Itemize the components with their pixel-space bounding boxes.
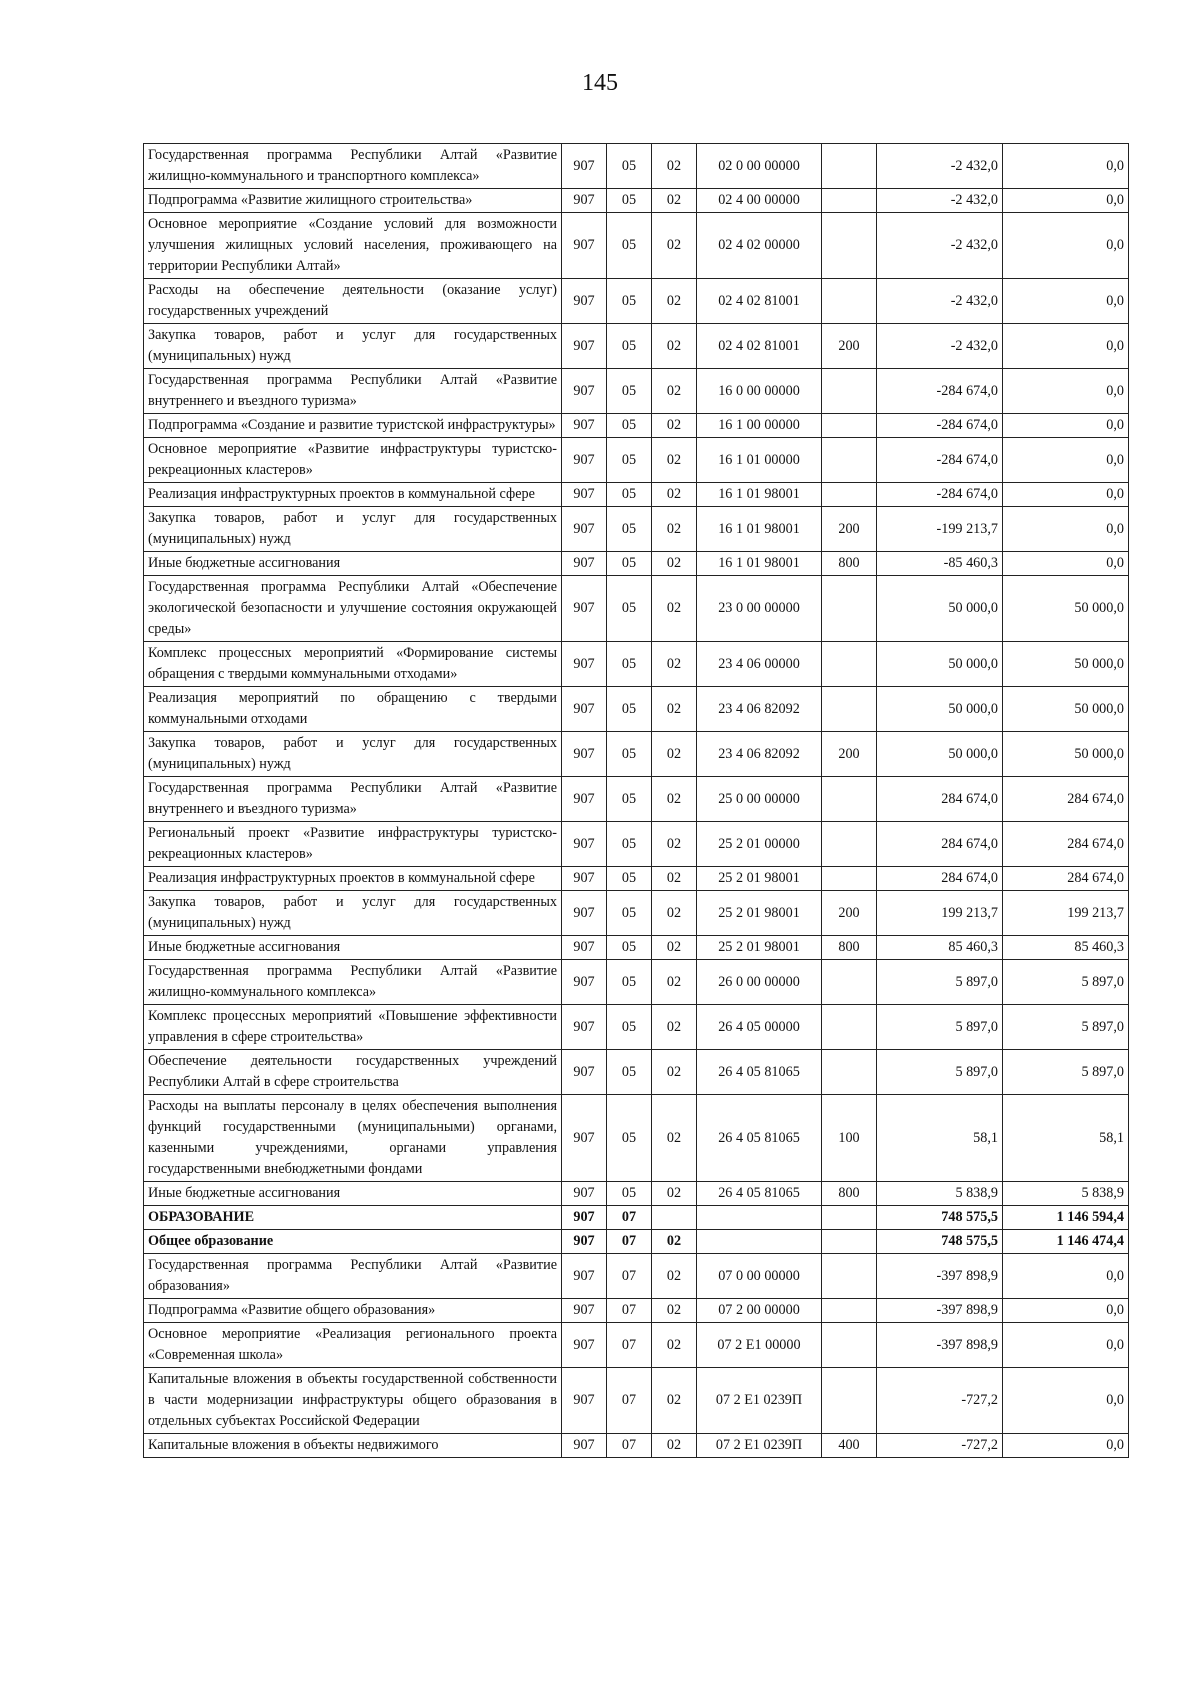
row-description: Капитальные вложения в объекты государственной собственности в части модернизации инфраструктуры общего образования в отдельных субъектах Российской Федерации: [144, 1368, 562, 1434]
row-subsection-code: 02: [652, 324, 697, 369]
row-department-code: 907: [562, 144, 607, 189]
row-expense-type: [822, 213, 877, 279]
row-expense-type: 800: [822, 936, 877, 960]
row-expense-type: 100: [822, 1095, 877, 1182]
row-amount-1: -85 460,3: [877, 552, 1003, 576]
row-amount-2: 1 146 474,4: [1003, 1230, 1129, 1254]
row-description: Основное мероприятие «Реализация регионального проекта «Современная школа»: [144, 1323, 562, 1368]
row-target-article: 23 4 06 00000: [697, 642, 822, 687]
row-amount-1: 284 674,0: [877, 867, 1003, 891]
row-amount-1: -2 432,0: [877, 144, 1003, 189]
row-target-article: 25 2 01 98001: [697, 891, 822, 936]
row-amount-1: -199 213,7: [877, 507, 1003, 552]
row-amount-1: 5 897,0: [877, 960, 1003, 1005]
table-row: [144, 576, 1129, 642]
row-section-code: 05: [607, 414, 652, 438]
row-expense-type: 200: [822, 507, 877, 552]
row-department-code: 907: [562, 867, 607, 891]
row-target-article: 23 4 06 82092: [697, 732, 822, 777]
row-expense-type: 400: [822, 1434, 877, 1458]
row-department-code: 907: [562, 777, 607, 822]
row-department-code: 907: [562, 438, 607, 483]
row-amount-2: 0,0: [1003, 483, 1129, 507]
row-department-code: 907: [562, 1005, 607, 1050]
row-section-code: 05: [607, 1005, 652, 1050]
row-department-code: 907: [562, 507, 607, 552]
row-amount-2: 0,0: [1003, 324, 1129, 369]
row-expense-type: [822, 1368, 877, 1434]
row-expense-type: 800: [822, 552, 877, 576]
row-department-code: 907: [562, 552, 607, 576]
row-department-code: 907: [562, 1254, 607, 1299]
row-description: Подпрограмма «Создание и развитие туристской инфраструктуры»: [144, 414, 562, 438]
row-amount-1: -2 432,0: [877, 324, 1003, 369]
row-department-code: 907: [562, 891, 607, 936]
row-department-code: 907: [562, 576, 607, 642]
row-target-article: 02 4 00 00000: [697, 189, 822, 213]
row-amount-1: -727,2: [877, 1434, 1003, 1458]
row-section-code: 05: [607, 777, 652, 822]
row-expense-type: [822, 1299, 877, 1323]
row-description: Иные бюджетные ассигнования: [144, 936, 562, 960]
row-subsection-code: 02: [652, 732, 697, 777]
row-expense-type: [822, 960, 877, 1005]
row-target-article: [697, 1206, 822, 1230]
row-subsection-code: 02: [652, 279, 697, 324]
row-description: Общее образование: [144, 1230, 562, 1254]
row-subsection-code: 02: [652, 1323, 697, 1368]
row-description: Региональный проект «Развитие инфраструктуры туристско-рекреационных кластеров»: [144, 822, 562, 867]
row-amount-1: 50 000,0: [877, 642, 1003, 687]
row-target-article: 07 0 00 00000: [697, 1254, 822, 1299]
row-section-code: 05: [607, 438, 652, 483]
row-subsection-code: 02: [652, 867, 697, 891]
table-row: [144, 891, 1129, 936]
row-subsection-code: 02: [652, 960, 697, 1005]
row-subsection-code: [652, 1206, 697, 1230]
row-subsection-code: 02: [652, 438, 697, 483]
row-description: Закупка товаров, работ и услуг для государственных (муниципальных) нужд: [144, 891, 562, 936]
row-description: Основное мероприятие «Создание условий для возможности улучшения жилищных условий населения, проживающего на территории Республики Алтай»: [144, 213, 562, 279]
row-amount-1: 50 000,0: [877, 687, 1003, 732]
row-subsection-code: 02: [652, 1182, 697, 1206]
row-department-code: 907: [562, 213, 607, 279]
row-target-article: 16 1 00 00000: [697, 414, 822, 438]
row-expense-type: [822, 189, 877, 213]
row-section-code: 05: [607, 732, 652, 777]
row-department-code: 907: [562, 687, 607, 732]
row-expense-type: 200: [822, 891, 877, 936]
table-row: [144, 732, 1129, 777]
row-section-code: 05: [607, 279, 652, 324]
row-amount-2: 85 460,3: [1003, 936, 1129, 960]
table-body: [144, 144, 1129, 1458]
row-department-code: 907: [562, 1206, 607, 1230]
row-target-article: 16 1 01 98001: [697, 483, 822, 507]
row-section-code: 07: [607, 1299, 652, 1323]
row-department-code: 907: [562, 1434, 607, 1458]
row-description: Подпрограмма «Развитие жилищного строительства»: [144, 189, 562, 213]
row-subsection-code: 02: [652, 642, 697, 687]
row-subsection-code: 02: [652, 1230, 697, 1254]
row-amount-1: -284 674,0: [877, 483, 1003, 507]
table-row: [144, 1050, 1129, 1095]
row-section-code: 07: [607, 1368, 652, 1434]
row-department-code: 907: [562, 1095, 607, 1182]
table-row: [144, 822, 1129, 867]
row-description: Реализация инфраструктурных проектов в коммунальной сфере: [144, 867, 562, 891]
row-description: Государственная программа Республики Алтай «Развитие внутреннего и въездного туризма»: [144, 777, 562, 822]
row-target-article: 02 4 02 00000: [697, 213, 822, 279]
row-amount-1: 85 460,3: [877, 936, 1003, 960]
row-expense-type: 200: [822, 324, 877, 369]
row-amount-2: 50 000,0: [1003, 732, 1129, 777]
row-section-code: 05: [607, 369, 652, 414]
row-section-code: 07: [607, 1206, 652, 1230]
row-section-code: 05: [607, 1050, 652, 1095]
row-amount-1: -2 432,0: [877, 213, 1003, 279]
row-department-code: 907: [562, 1299, 607, 1323]
row-description: Закупка товаров, работ и услуг для государственных (муниципальных) нужд: [144, 324, 562, 369]
row-description: Подпрограмма «Развитие общего образования»: [144, 1299, 562, 1323]
row-section-code: 07: [607, 1323, 652, 1368]
row-department-code: 907: [562, 1050, 607, 1095]
row-amount-2: 284 674,0: [1003, 867, 1129, 891]
row-section-code: 05: [607, 936, 652, 960]
row-department-code: 907: [562, 822, 607, 867]
row-subsection-code: 02: [652, 507, 697, 552]
row-amount-2: 199 213,7: [1003, 891, 1129, 936]
row-subsection-code: 02: [652, 1254, 697, 1299]
row-target-article: 16 1 01 00000: [697, 438, 822, 483]
row-department-code: 907: [562, 1368, 607, 1434]
row-amount-1: 50 000,0: [877, 732, 1003, 777]
row-amount-2: 5 897,0: [1003, 1005, 1129, 1050]
row-target-article: 26 0 00 00000: [697, 960, 822, 1005]
table-row: [144, 1005, 1129, 1050]
row-expense-type: [822, 414, 877, 438]
row-target-article: 25 0 00 00000: [697, 777, 822, 822]
row-amount-1: -397 898,9: [877, 1323, 1003, 1368]
row-amount-2: 284 674,0: [1003, 822, 1129, 867]
row-description: Комплекс процессных мероприятий «Формирование системы обращения с твердыми коммунальными отходами»: [144, 642, 562, 687]
row-target-article: 26 4 05 00000: [697, 1005, 822, 1050]
row-expense-type: [822, 1005, 877, 1050]
row-description: ОБРАЗОВАНИЕ: [144, 1206, 562, 1230]
row-department-code: 907: [562, 642, 607, 687]
row-amount-2: 50 000,0: [1003, 687, 1129, 732]
row-expense-type: [822, 1206, 877, 1230]
table-row: [144, 1182, 1129, 1206]
row-subsection-code: 02: [652, 414, 697, 438]
row-department-code: 907: [562, 1182, 607, 1206]
row-target-article: 16 0 00 00000: [697, 369, 822, 414]
row-subsection-code: 02: [652, 1095, 697, 1182]
row-target-article: 25 2 01 98001: [697, 936, 822, 960]
row-target-article: 26 4 05 81065: [697, 1095, 822, 1182]
row-description: Расходы на выплаты персоналу в целях обеспечения выполнения функций государственными (муниципальными) органами, казенными учреждениями, органами управления государственными внебюджетными фондами: [144, 1095, 562, 1182]
table-row: [144, 483, 1129, 507]
row-subsection-code: 02: [652, 777, 697, 822]
budget-table: [143, 143, 1129, 1458]
row-expense-type: [822, 777, 877, 822]
row-department-code: 907: [562, 732, 607, 777]
row-section-code: 05: [607, 552, 652, 576]
row-subsection-code: 02: [652, 822, 697, 867]
row-amount-1: -284 674,0: [877, 369, 1003, 414]
row-amount-1: 5 897,0: [877, 1050, 1003, 1095]
row-amount-2: 284 674,0: [1003, 777, 1129, 822]
row-subsection-code: 02: [652, 369, 697, 414]
row-expense-type: [822, 1050, 877, 1095]
row-amount-2: 0,0: [1003, 189, 1129, 213]
table-row: [144, 144, 1129, 189]
table-row: [144, 1299, 1129, 1323]
row-amount-1: 58,1: [877, 1095, 1003, 1182]
row-section-code: 05: [607, 483, 652, 507]
row-amount-2: 0,0: [1003, 438, 1129, 483]
row-section-code: 05: [607, 960, 652, 1005]
row-section-code: 05: [607, 1095, 652, 1182]
table-row: [144, 552, 1129, 576]
row-target-article: 25 2 01 98001: [697, 867, 822, 891]
row-amount-2: 0,0: [1003, 144, 1129, 189]
row-subsection-code: 02: [652, 1434, 697, 1458]
row-expense-type: [822, 369, 877, 414]
row-expense-type: [822, 279, 877, 324]
row-target-article: 16 1 01 98001: [697, 552, 822, 576]
row-amount-2: 0,0: [1003, 507, 1129, 552]
row-subsection-code: 02: [652, 144, 697, 189]
row-amount-2: 58,1: [1003, 1095, 1129, 1182]
row-amount-2: 50 000,0: [1003, 642, 1129, 687]
page-number: 145: [582, 70, 618, 96]
row-target-article: 07 2 E1 0239П: [697, 1368, 822, 1434]
row-description: Расходы на обеспечение деятельности (оказание услуг) государственных учреждений: [144, 279, 562, 324]
row-subsection-code: 02: [652, 1368, 697, 1434]
row-amount-2: 50 000,0: [1003, 576, 1129, 642]
table-row: [144, 1206, 1129, 1230]
table-row: [144, 1095, 1129, 1182]
row-department-code: 907: [562, 483, 607, 507]
row-subsection-code: 02: [652, 1050, 697, 1095]
table-row: [144, 213, 1129, 279]
row-department-code: 907: [562, 189, 607, 213]
table-row: [144, 867, 1129, 891]
table-row: [144, 777, 1129, 822]
row-section-code: 05: [607, 213, 652, 279]
row-target-article: 23 4 06 82092: [697, 687, 822, 732]
row-target-article: 02 4 02 81001: [697, 324, 822, 369]
row-amount-1: -284 674,0: [877, 414, 1003, 438]
row-amount-1: -2 432,0: [877, 189, 1003, 213]
row-expense-type: 200: [822, 732, 877, 777]
row-amount-1: 748 575,5: [877, 1206, 1003, 1230]
row-section-code: 07: [607, 1254, 652, 1299]
row-department-code: 907: [562, 369, 607, 414]
row-expense-type: [822, 144, 877, 189]
row-section-code: 05: [607, 144, 652, 189]
row-amount-1: 284 674,0: [877, 822, 1003, 867]
row-section-code: 05: [607, 822, 652, 867]
row-section-code: 05: [607, 867, 652, 891]
table-row: [144, 1230, 1129, 1254]
table-row: [144, 507, 1129, 552]
row-amount-2: 0,0: [1003, 1254, 1129, 1299]
row-amount-1: -2 432,0: [877, 279, 1003, 324]
table-row: [144, 1254, 1129, 1299]
row-expense-type: [822, 438, 877, 483]
row-subsection-code: 02: [652, 576, 697, 642]
row-expense-type: [822, 867, 877, 891]
row-section-code: 05: [607, 1182, 652, 1206]
row-amount-2: 1 146 594,4: [1003, 1206, 1129, 1230]
row-amount-1: -727,2: [877, 1368, 1003, 1434]
row-department-code: 907: [562, 414, 607, 438]
table-row: [144, 1368, 1129, 1434]
row-amount-2: 0,0: [1003, 369, 1129, 414]
row-expense-type: 800: [822, 1182, 877, 1206]
table-row: [144, 414, 1129, 438]
row-section-code: 07: [607, 1230, 652, 1254]
row-description: Государственная программа Республики Алтай «Развитие жилищно-коммунального комплекса»: [144, 960, 562, 1005]
row-target-article: 07 2 00 00000: [697, 1299, 822, 1323]
table-row: [144, 438, 1129, 483]
row-department-code: 907: [562, 1230, 607, 1254]
row-amount-2: 0,0: [1003, 1434, 1129, 1458]
row-section-code: 05: [607, 687, 652, 732]
row-amount-2: 5 897,0: [1003, 960, 1129, 1005]
row-section-code: 05: [607, 642, 652, 687]
row-subsection-code: 02: [652, 213, 697, 279]
row-subsection-code: 02: [652, 483, 697, 507]
row-amount-1: 50 000,0: [877, 576, 1003, 642]
table-row: [144, 324, 1129, 369]
row-amount-2: 0,0: [1003, 414, 1129, 438]
table-row: [144, 960, 1129, 1005]
row-expense-type: [822, 576, 877, 642]
row-amount-2: 0,0: [1003, 1299, 1129, 1323]
row-amount-1: -397 898,9: [877, 1299, 1003, 1323]
row-amount-2: 0,0: [1003, 279, 1129, 324]
row-department-code: 907: [562, 1323, 607, 1368]
row-expense-type: [822, 1323, 877, 1368]
row-subsection-code: 02: [652, 1005, 697, 1050]
table-row: [144, 1323, 1129, 1368]
row-subsection-code: 02: [652, 936, 697, 960]
row-target-article: 02 0 00 00000: [697, 144, 822, 189]
row-description: Реализация инфраструктурных проектов в коммунальной сфере: [144, 483, 562, 507]
row-description: Государственная программа Республики Алтай «Развитие жилищно-коммунального и транспортного комплекса»: [144, 144, 562, 189]
row-amount-2: 0,0: [1003, 213, 1129, 279]
row-description: Иные бюджетные ассигнования: [144, 552, 562, 576]
row-target-article: 07 2 E1 0239П: [697, 1434, 822, 1458]
row-section-code: 05: [607, 189, 652, 213]
row-target-article: 23 0 00 00000: [697, 576, 822, 642]
row-description: Государственная программа Республики Алтай «Развитие внутреннего и въездного туризма»: [144, 369, 562, 414]
row-target-article: 26 4 05 81065: [697, 1182, 822, 1206]
row-department-code: 907: [562, 936, 607, 960]
table-row: [144, 642, 1129, 687]
table-row: [144, 687, 1129, 732]
row-subsection-code: 02: [652, 687, 697, 732]
row-amount-1: 5 897,0: [877, 1005, 1003, 1050]
row-target-article: 07 2 E1 00000: [697, 1323, 822, 1368]
row-expense-type: [822, 483, 877, 507]
row-amount-2: 0,0: [1003, 1323, 1129, 1368]
row-target-article: 16 1 01 98001: [697, 507, 822, 552]
row-description: Комплекс процессных мероприятий «Повышение эффективности управления в сфере строительства»: [144, 1005, 562, 1050]
table-row: [144, 279, 1129, 324]
row-section-code: 05: [607, 324, 652, 369]
row-amount-1: 284 674,0: [877, 777, 1003, 822]
row-section-code: 07: [607, 1434, 652, 1458]
row-description: Закупка товаров, работ и услуг для государственных (муниципальных) нужд: [144, 507, 562, 552]
row-department-code: 907: [562, 279, 607, 324]
row-department-code: 907: [562, 324, 607, 369]
row-target-article: 02 4 02 81001: [697, 279, 822, 324]
row-subsection-code: 02: [652, 1299, 697, 1323]
row-description: Реализация мероприятий по обращению с твердыми коммунальными отходами: [144, 687, 562, 732]
row-subsection-code: 02: [652, 552, 697, 576]
table-row: [144, 936, 1129, 960]
row-expense-type: [822, 1230, 877, 1254]
row-expense-type: [822, 642, 877, 687]
row-amount-2: 0,0: [1003, 1368, 1129, 1434]
row-description: Государственная программа Республики Алтай «Развитие образования»: [144, 1254, 562, 1299]
row-amount-1: -397 898,9: [877, 1254, 1003, 1299]
row-section-code: 05: [607, 576, 652, 642]
row-section-code: 05: [607, 891, 652, 936]
row-expense-type: [822, 687, 877, 732]
row-section-code: 05: [607, 507, 652, 552]
row-amount-1: 748 575,5: [877, 1230, 1003, 1254]
table-row: [144, 189, 1129, 213]
row-target-article: 25 2 01 00000: [697, 822, 822, 867]
row-description: Обеспечение деятельности государственных учреждений Республики Алтай в сфере строительства: [144, 1050, 562, 1095]
row-subsection-code: 02: [652, 891, 697, 936]
row-target-article: 26 4 05 81065: [697, 1050, 822, 1095]
row-expense-type: [822, 822, 877, 867]
table-row: [144, 369, 1129, 414]
row-subsection-code: 02: [652, 189, 697, 213]
row-amount-2: 5 838,9: [1003, 1182, 1129, 1206]
row-amount-2: 0,0: [1003, 552, 1129, 576]
row-description: Капитальные вложения в объекты недвижимого: [144, 1434, 562, 1458]
row-expense-type: [822, 1254, 877, 1299]
row-amount-2: 5 897,0: [1003, 1050, 1129, 1095]
row-amount-1: 5 838,9: [877, 1182, 1003, 1206]
row-description: Основное мероприятие «Развитие инфраструктуры туристско-рекреационных кластеров»: [144, 438, 562, 483]
row-department-code: 907: [562, 960, 607, 1005]
row-description: Государственная программа Республики Алтай «Обеспечение экологической безопасности и улучшение состояния окружающей среды»: [144, 576, 562, 642]
row-amount-1: 199 213,7: [877, 891, 1003, 936]
row-amount-1: -284 674,0: [877, 438, 1003, 483]
row-target-article: [697, 1230, 822, 1254]
table-row: [144, 1434, 1129, 1458]
row-description: Закупка товаров, работ и услуг для государственных (муниципальных) нужд: [144, 732, 562, 777]
row-description: Иные бюджетные ассигнования: [144, 1182, 562, 1206]
